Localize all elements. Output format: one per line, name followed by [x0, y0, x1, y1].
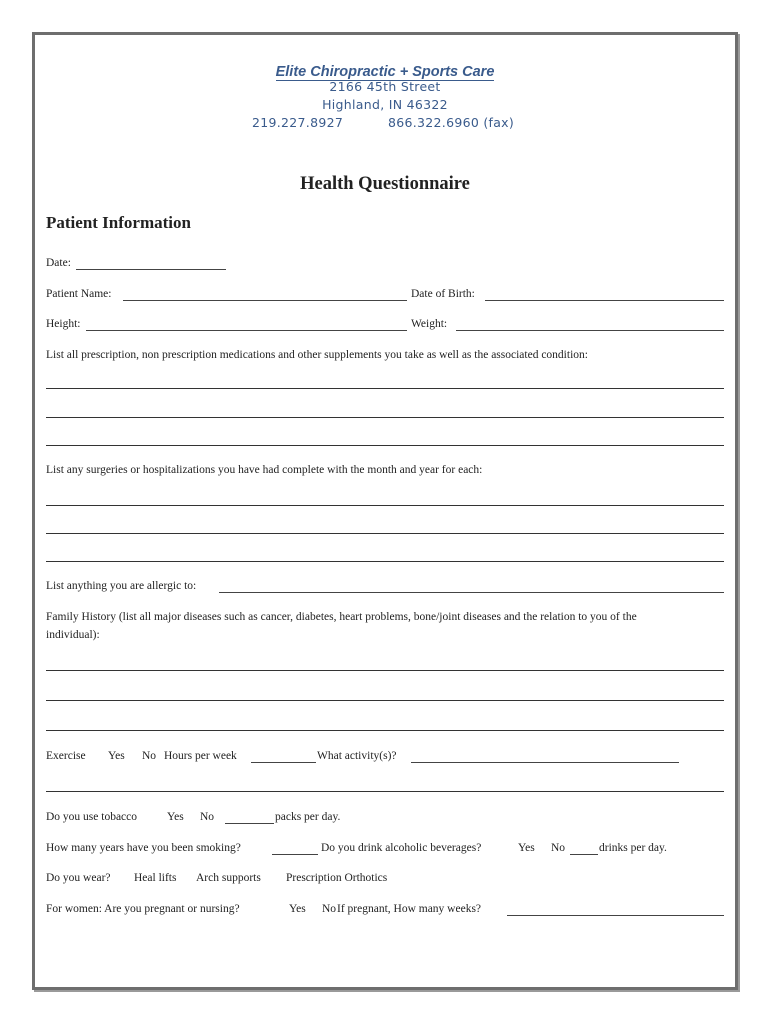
patient-name-field[interactable]	[123, 300, 407, 301]
dob-field[interactable]	[485, 300, 724, 301]
surgeries-line[interactable]	[46, 533, 724, 534]
alcohol-yes-option[interactable]: Yes	[518, 842, 535, 854]
date-label: Date:	[46, 257, 71, 269]
alcohol-label: Do you drink alcoholic beverages?	[321, 842, 482, 854]
hours-label: Hours per week	[164, 750, 237, 762]
surgeries-line[interactable]	[46, 561, 724, 562]
medications-line[interactable]	[46, 445, 724, 446]
medications-prompt: List all prescription, non prescription medications and other supplements you take as well as the associated condition:	[46, 349, 588, 361]
form-title: Health Questionnaire	[300, 174, 470, 194]
allergy-label: List anything you are allergic to:	[46, 580, 197, 592]
clinic-street: 2166 45th Street	[329, 79, 441, 94]
date-field[interactable]	[76, 269, 226, 270]
exercise-yes-option[interactable]: Yes	[108, 750, 125, 762]
packs-field[interactable]	[225, 823, 274, 824]
smoking-years-label: How many years have you been smoking?	[46, 842, 241, 854]
height-field[interactable]	[86, 330, 407, 331]
wear-label: Do you wear?	[46, 872, 111, 884]
drinks-label: drinks per day.	[599, 842, 667, 854]
family-history-line[interactable]	[46, 730, 724, 731]
activity-label: What activity(s)?	[317, 750, 397, 762]
wear-arch-supports-option[interactable]: Arch supports	[196, 872, 261, 884]
hours-field[interactable]	[251, 762, 316, 763]
family-history-line[interactable]	[46, 670, 724, 671]
smoking-years-field[interactable]	[272, 854, 318, 855]
medications-line[interactable]	[46, 388, 724, 389]
drinks-field[interactable]	[570, 854, 598, 855]
family-history-prompt: Family History (list all major diseases such as cancer, diabetes, heart problems, bone/joint diseases and the relation to you of the	[46, 611, 637, 623]
exercise-line[interactable]	[46, 791, 724, 792]
weeks-field[interactable]	[507, 915, 724, 916]
activity-field[interactable]	[411, 762, 679, 763]
dob-label: Date of Birth:	[411, 288, 475, 300]
medications-line[interactable]	[46, 417, 724, 418]
weight-field[interactable]	[456, 330, 724, 331]
clinic-city: Highland, IN 46322	[322, 97, 448, 112]
exercise-label: Exercise	[46, 750, 86, 762]
clinic-name: Elite Chiropractic + Sports Care	[275, 64, 495, 80]
pregnant-label: For women: Are you pregnant or nursing?	[46, 903, 240, 915]
height-label: Height:	[46, 318, 81, 330]
pregnant-no-option[interactable]: No	[322, 903, 337, 915]
wear-orthotics-option[interactable]: Prescription Orthotics	[286, 872, 388, 884]
family-history-prompt-cont: individual):	[46, 629, 100, 641]
clinic-fax: 866.322.6960 (fax)	[388, 115, 515, 130]
pregnant-yes-option[interactable]: Yes	[289, 903, 306, 915]
alcohol-no-option[interactable]: No	[551, 842, 566, 854]
weeks-label: If pregnant, How many weeks?	[337, 903, 482, 915]
surgeries-line[interactable]	[46, 505, 724, 506]
tobacco-no-option[interactable]: No	[200, 811, 215, 823]
exercise-no-option[interactable]: No	[142, 750, 157, 762]
tobacco-label: Do you use tobacco	[46, 811, 138, 823]
family-history-line[interactable]	[46, 700, 724, 701]
clinic-phone: 219.227.8927	[252, 115, 344, 130]
section-title: Patient Information	[46, 213, 191, 232]
tobacco-yes-option[interactable]: Yes	[167, 811, 184, 823]
weight-label: Weight:	[411, 318, 448, 330]
packs-label: packs per day.	[275, 811, 341, 823]
patient-name-label: Patient Name:	[46, 288, 112, 300]
allergy-field[interactable]	[219, 592, 724, 593]
wear-heel-lifts-option[interactable]: Heal lifts	[134, 872, 177, 884]
surgeries-prompt: List any surgeries or hospitalizations you have had complete with the month and year for each:	[46, 464, 483, 476]
